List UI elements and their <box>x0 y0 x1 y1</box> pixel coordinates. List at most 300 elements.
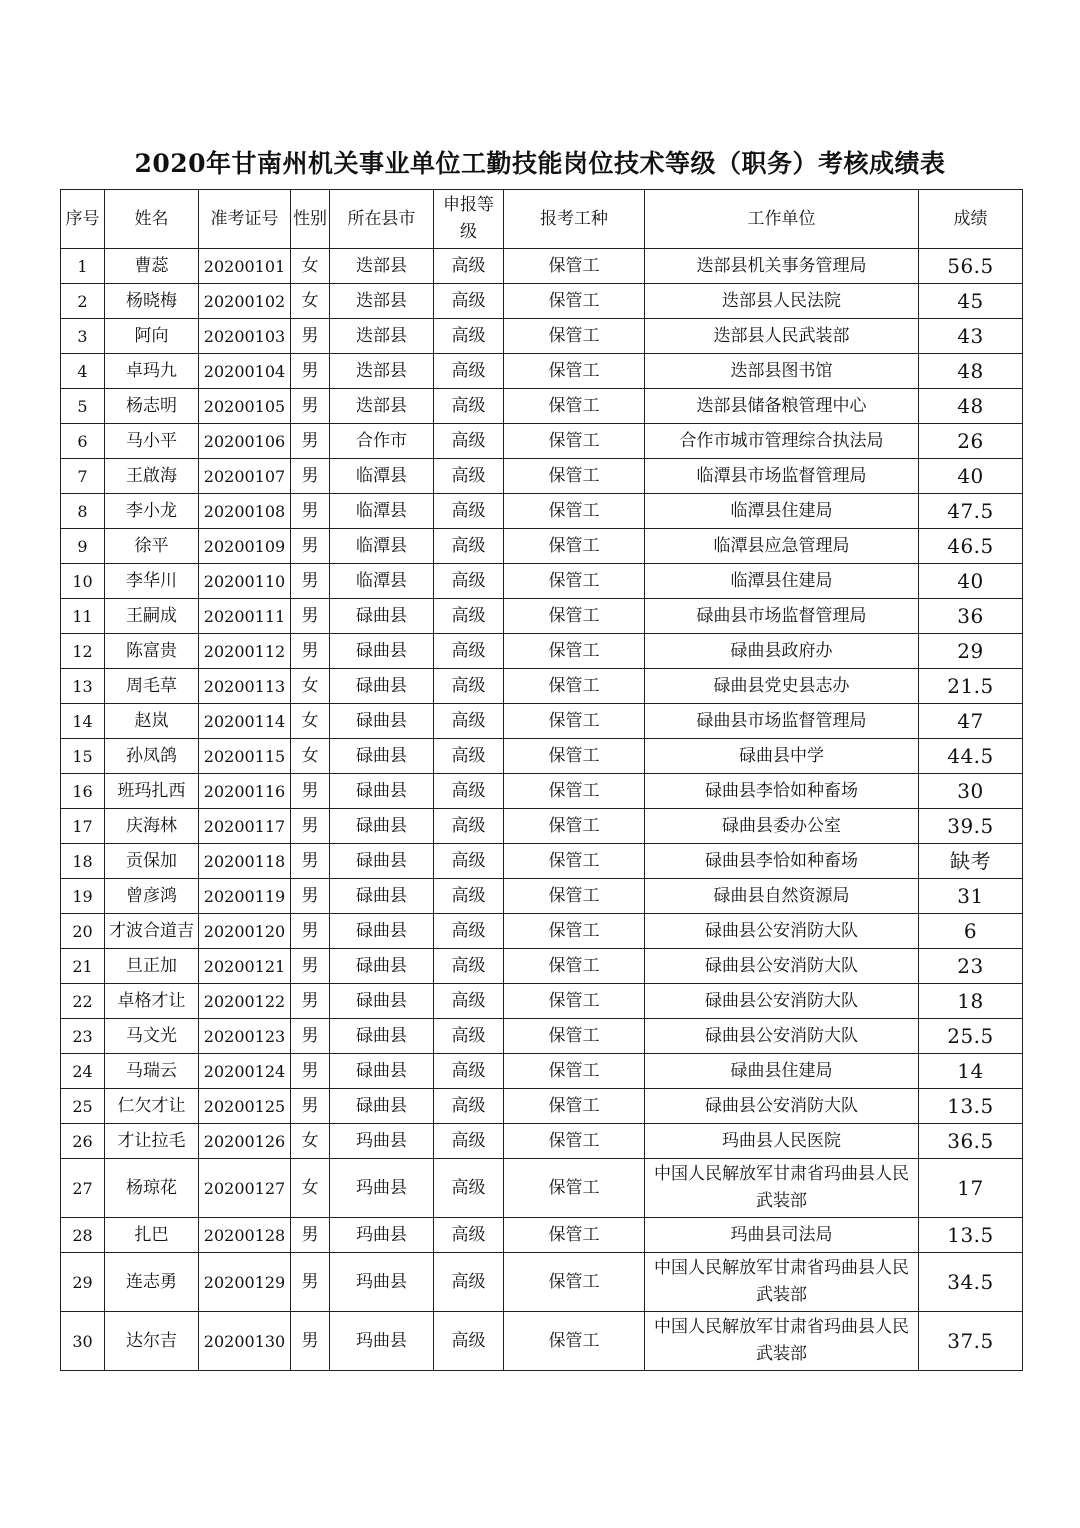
cell-gender: 男 <box>291 1312 330 1371</box>
cell-no: 7 <box>61 459 105 494</box>
cell-unit: 玛曲县人民医院 <box>645 1124 919 1159</box>
cell-exam-id: 20200101 <box>199 249 291 284</box>
cell-no: 12 <box>61 634 105 669</box>
cell-score: 45 <box>919 284 1023 319</box>
cell-job: 保管工 <box>504 564 645 599</box>
cell-unit: 碌曲县公安消防大队 <box>645 914 919 949</box>
cell-county: 碌曲县 <box>330 984 434 1019</box>
cell-job: 保管工 <box>504 1019 645 1054</box>
cell-unit: 临潭县住建局 <box>645 564 919 599</box>
table-row <box>61 879 1023 914</box>
table-row <box>61 424 1023 459</box>
cell-county: 碌曲县 <box>330 774 434 809</box>
table-row <box>61 284 1023 319</box>
table-row <box>61 319 1023 354</box>
cell-no: 25 <box>61 1089 105 1124</box>
cell-unit: 碌曲县公安消防大队 <box>645 1019 919 1054</box>
cell-job: 保管工 <box>504 1312 645 1371</box>
cell-level: 高级 <box>434 1218 504 1253</box>
cell-level: 高级 <box>434 879 504 914</box>
cell-unit: 中国人民解放军甘肃省玛曲县人民武装部 <box>645 1312 919 1371</box>
table-body <box>61 249 1023 1371</box>
cell-unit: 碌曲县李恰如种畜场 <box>645 774 919 809</box>
cell-name: 陈富贵 <box>105 634 199 669</box>
cell-score: 56.5 <box>919 249 1023 284</box>
cell-gender: 女 <box>291 704 330 739</box>
cell-gender: 男 <box>291 774 330 809</box>
cell-name: 卓格才让 <box>105 984 199 1019</box>
cell-level: 高级 <box>434 284 504 319</box>
cell-no: 21 <box>61 949 105 984</box>
cell-name: 徐平 <box>105 529 199 564</box>
cell-gender: 男 <box>291 1019 330 1054</box>
cell-score: 30 <box>919 774 1023 809</box>
cell-unit: 中国人民解放军甘肃省玛曲县人民武装部 <box>645 1159 919 1218</box>
cell-exam-id: 20200108 <box>199 494 291 529</box>
header-cell-name: 姓名 <box>105 190 199 249</box>
cell-no: 24 <box>61 1054 105 1089</box>
cell-name: 扎巴 <box>105 1218 199 1253</box>
cell-exam-id: 20200106 <box>199 424 291 459</box>
cell-gender: 男 <box>291 1054 330 1089</box>
cell-job: 保管工 <box>504 704 645 739</box>
table-row <box>61 494 1023 529</box>
cell-gender: 男 <box>291 949 330 984</box>
cell-no: 23 <box>61 1019 105 1054</box>
cell-name: 卓玛九 <box>105 354 199 389</box>
cell-county: 迭部县 <box>330 389 434 424</box>
cell-county: 碌曲县 <box>330 634 434 669</box>
cell-job: 保管工 <box>504 389 645 424</box>
cell-county: 玛曲县 <box>330 1159 434 1218</box>
cell-level: 高级 <box>434 354 504 389</box>
cell-unit: 碌曲县住建局 <box>645 1054 919 1089</box>
cell-score: 21.5 <box>919 669 1023 704</box>
cell-score: 48 <box>919 354 1023 389</box>
cell-unit: 临潭县住建局 <box>645 494 919 529</box>
cell-job: 保管工 <box>504 424 645 459</box>
cell-exam-id: 20200118 <box>199 844 291 879</box>
cell-score: 23 <box>919 949 1023 984</box>
cell-level: 高级 <box>434 424 504 459</box>
cell-exam-id: 20200117 <box>199 809 291 844</box>
cell-gender: 男 <box>291 424 330 459</box>
cell-score: 18 <box>919 984 1023 1019</box>
cell-county: 玛曲县 <box>330 1124 434 1159</box>
cell-name: 李小龙 <box>105 494 199 529</box>
table-row <box>61 1159 1023 1218</box>
cell-unit: 迭部县储备粮管理中心 <box>645 389 919 424</box>
table-row <box>61 669 1023 704</box>
cell-unit: 中国人民解放军甘肃省玛曲县人民武装部 <box>645 1253 919 1312</box>
cell-level: 高级 <box>434 319 504 354</box>
cell-unit: 碌曲县委办公室 <box>645 809 919 844</box>
header-cell-score: 成绩 <box>919 190 1023 249</box>
cell-level: 高级 <box>434 1124 504 1159</box>
cell-score: 40 <box>919 459 1023 494</box>
cell-unit: 碌曲县李恰如种畜场 <box>645 844 919 879</box>
cell-exam-id: 20200105 <box>199 389 291 424</box>
table-row <box>61 354 1023 389</box>
cell-score: 13.5 <box>919 1089 1023 1124</box>
cell-exam-id: 20200107 <box>199 459 291 494</box>
cell-exam-id: 20200109 <box>199 529 291 564</box>
cell-county: 临潭县 <box>330 459 434 494</box>
cell-exam-id: 20200112 <box>199 634 291 669</box>
cell-level: 高级 <box>434 774 504 809</box>
cell-exam-id: 20200114 <box>199 704 291 739</box>
cell-county: 碌曲县 <box>330 1054 434 1089</box>
cell-exam-id: 20200119 <box>199 879 291 914</box>
cell-no: 5 <box>61 389 105 424</box>
cell-name: 贡保加 <box>105 844 199 879</box>
cell-level: 高级 <box>434 949 504 984</box>
cell-county: 碌曲县 <box>330 1089 434 1124</box>
cell-county: 碌曲县 <box>330 914 434 949</box>
cell-no: 16 <box>61 774 105 809</box>
cell-no: 14 <box>61 704 105 739</box>
cell-gender: 女 <box>291 284 330 319</box>
header-cell-county: 所在县市 <box>330 190 434 249</box>
cell-score: 29 <box>919 634 1023 669</box>
cell-gender: 男 <box>291 1089 330 1124</box>
cell-no: 10 <box>61 564 105 599</box>
cell-county: 碌曲县 <box>330 599 434 634</box>
cell-score: 13.5 <box>919 1218 1023 1253</box>
cell-level: 高级 <box>434 599 504 634</box>
cell-level: 高级 <box>434 1054 504 1089</box>
cell-no: 9 <box>61 529 105 564</box>
table-row <box>61 389 1023 424</box>
cell-no: 22 <box>61 984 105 1019</box>
cell-exam-id: 20200127 <box>199 1159 291 1218</box>
table-row <box>61 809 1023 844</box>
cell-county: 碌曲县 <box>330 809 434 844</box>
cell-county: 迭部县 <box>330 249 434 284</box>
cell-unit: 碌曲县公安消防大队 <box>645 1089 919 1124</box>
cell-exam-id: 20200111 <box>199 599 291 634</box>
cell-gender: 女 <box>291 669 330 704</box>
cell-name: 曹蕊 <box>105 249 199 284</box>
cell-county: 碌曲县 <box>330 739 434 774</box>
cell-gender: 男 <box>291 844 330 879</box>
table-row <box>61 564 1023 599</box>
cell-level: 高级 <box>434 529 504 564</box>
cell-gender: 男 <box>291 319 330 354</box>
cell-name: 才波合道吉 <box>105 914 199 949</box>
header-cell-job: 报考工种 <box>504 190 645 249</box>
cell-level: 高级 <box>434 564 504 599</box>
cell-county: 碌曲县 <box>330 1019 434 1054</box>
header-cell-unit: 工作单位 <box>645 190 919 249</box>
cell-gender: 男 <box>291 564 330 599</box>
cell-name: 曾彦鸿 <box>105 879 199 914</box>
cell-no: 4 <box>61 354 105 389</box>
cell-gender: 男 <box>291 354 330 389</box>
cell-score: 26 <box>919 424 1023 459</box>
cell-unit: 碌曲县公安消防大队 <box>645 984 919 1019</box>
cell-exam-id: 20200123 <box>199 1019 291 1054</box>
cell-job: 保管工 <box>504 739 645 774</box>
table-row <box>61 1089 1023 1124</box>
cell-exam-id: 20200116 <box>199 774 291 809</box>
cell-name: 阿向 <box>105 319 199 354</box>
page-title: 2020年甘南州机关事业单位工勤技能岗位技术等级（职务）考核成绩表 <box>134 149 946 178</box>
cell-no: 26 <box>61 1124 105 1159</box>
table-row <box>61 949 1023 984</box>
cell-gender: 男 <box>291 494 330 529</box>
cell-score: 31 <box>919 879 1023 914</box>
table-row <box>61 1218 1023 1253</box>
cell-score: 36.5 <box>919 1124 1023 1159</box>
cell-level: 高级 <box>434 1089 504 1124</box>
cell-name: 马文光 <box>105 1019 199 1054</box>
cell-gender: 男 <box>291 984 330 1019</box>
cell-exam-id: 20200110 <box>199 564 291 599</box>
cell-score: 39.5 <box>919 809 1023 844</box>
cell-job: 保管工 <box>504 949 645 984</box>
cell-gender: 女 <box>291 1124 330 1159</box>
cell-job: 保管工 <box>504 879 645 914</box>
cell-unit: 临潭县市场监督管理局 <box>645 459 919 494</box>
cell-job: 保管工 <box>504 354 645 389</box>
cell-job: 保管工 <box>504 284 645 319</box>
table-row <box>61 1253 1023 1312</box>
cell-level: 高级 <box>434 914 504 949</box>
cell-no: 1 <box>61 249 105 284</box>
table-header-row <box>61 190 1023 249</box>
cell-score: 47 <box>919 704 1023 739</box>
cell-level: 高级 <box>434 1312 504 1371</box>
cell-job: 保管工 <box>504 494 645 529</box>
cell-exam-id: 20200113 <box>199 669 291 704</box>
cell-county: 临潭县 <box>330 564 434 599</box>
cell-unit: 碌曲县市场监督管理局 <box>645 704 919 739</box>
cell-county: 迭部县 <box>330 284 434 319</box>
cell-name: 孙凤鸽 <box>105 739 199 774</box>
table-row <box>61 1019 1023 1054</box>
cell-job: 保管工 <box>504 844 645 879</box>
cell-score: 46.5 <box>919 529 1023 564</box>
cell-score: 缺考 <box>919 844 1023 879</box>
cell-gender: 男 <box>291 809 330 844</box>
table-row <box>61 914 1023 949</box>
cell-no: 11 <box>61 599 105 634</box>
cell-score: 14 <box>919 1054 1023 1089</box>
table-row <box>61 459 1023 494</box>
cell-unit: 迭部县人民法院 <box>645 284 919 319</box>
cell-exam-id: 20200128 <box>199 1218 291 1253</box>
cell-no: 13 <box>61 669 105 704</box>
cell-job: 保管工 <box>504 1124 645 1159</box>
cell-county: 碌曲县 <box>330 704 434 739</box>
cell-county: 碌曲县 <box>330 669 434 704</box>
cell-gender: 男 <box>291 1218 330 1253</box>
score-table <box>60 189 1023 1371</box>
table-row <box>61 249 1023 284</box>
cell-name: 王啟海 <box>105 459 199 494</box>
cell-level: 高级 <box>434 1019 504 1054</box>
cell-level: 高级 <box>434 389 504 424</box>
cell-no: 8 <box>61 494 105 529</box>
cell-job: 保管工 <box>504 1054 645 1089</box>
cell-county: 玛曲县 <box>330 1312 434 1371</box>
table-row <box>61 704 1023 739</box>
table-row <box>61 529 1023 564</box>
cell-job: 保管工 <box>504 1253 645 1312</box>
cell-level: 高级 <box>434 809 504 844</box>
header-cell-level: 申报等级 <box>434 190 504 249</box>
cell-no: 3 <box>61 319 105 354</box>
cell-gender: 男 <box>291 634 330 669</box>
cell-job: 保管工 <box>504 809 645 844</box>
cell-unit: 玛曲县司法局 <box>645 1218 919 1253</box>
cell-name: 连志勇 <box>105 1253 199 1312</box>
cell-name: 马瑞云 <box>105 1054 199 1089</box>
table-row <box>61 1054 1023 1089</box>
cell-job: 保管工 <box>504 1159 645 1218</box>
cell-job: 保管工 <box>504 1089 645 1124</box>
cell-score: 40 <box>919 564 1023 599</box>
cell-county: 合作市 <box>330 424 434 459</box>
cell-level: 高级 <box>434 669 504 704</box>
cell-gender: 男 <box>291 459 330 494</box>
cell-gender: 女 <box>291 739 330 774</box>
table-row <box>61 599 1023 634</box>
cell-gender: 男 <box>291 529 330 564</box>
cell-name: 杨晓梅 <box>105 284 199 319</box>
cell-name: 李华川 <box>105 564 199 599</box>
cell-name: 庆海林 <box>105 809 199 844</box>
cell-unit: 合作市城市管理综合执法局 <box>645 424 919 459</box>
cell-score: 47.5 <box>919 494 1023 529</box>
cell-no: 15 <box>61 739 105 774</box>
header-cell-exam-id: 准考证号 <box>199 190 291 249</box>
cell-job: 保管工 <box>504 459 645 494</box>
table-row <box>61 739 1023 774</box>
cell-level: 高级 <box>434 704 504 739</box>
table-row <box>61 844 1023 879</box>
cell-no: 20 <box>61 914 105 949</box>
table-row <box>61 774 1023 809</box>
cell-gender: 女 <box>291 1159 330 1218</box>
cell-name: 才让拉毛 <box>105 1124 199 1159</box>
cell-exam-id: 20200104 <box>199 354 291 389</box>
cell-job: 保管工 <box>504 984 645 1019</box>
cell-level: 高级 <box>434 459 504 494</box>
cell-unit: 碌曲县自然资源局 <box>645 879 919 914</box>
cell-gender: 男 <box>291 1253 330 1312</box>
cell-level: 高级 <box>434 494 504 529</box>
cell-score: 34.5 <box>919 1253 1023 1312</box>
table-row <box>61 1124 1023 1159</box>
cell-unit: 迭部县人民武装部 <box>645 319 919 354</box>
cell-exam-id: 20200120 <box>199 914 291 949</box>
cell-gender: 男 <box>291 879 330 914</box>
cell-gender: 男 <box>291 389 330 424</box>
cell-county: 碌曲县 <box>330 949 434 984</box>
cell-no: 6 <box>61 424 105 459</box>
cell-job: 保管工 <box>504 634 645 669</box>
cell-county: 碌曲县 <box>330 879 434 914</box>
cell-no: 2 <box>61 284 105 319</box>
cell-unit: 碌曲县政府办 <box>645 634 919 669</box>
cell-job: 保管工 <box>504 319 645 354</box>
cell-exam-id: 20200102 <box>199 284 291 319</box>
cell-unit: 碌曲县党史县志办 <box>645 669 919 704</box>
cell-county: 碌曲县 <box>330 844 434 879</box>
cell-exam-id: 20200115 <box>199 739 291 774</box>
cell-name: 赵岚 <box>105 704 199 739</box>
cell-name: 旦正加 <box>105 949 199 984</box>
cell-level: 高级 <box>434 984 504 1019</box>
cell-job: 保管工 <box>504 914 645 949</box>
cell-exam-id: 20200125 <box>199 1089 291 1124</box>
cell-name: 王嗣成 <box>105 599 199 634</box>
cell-level: 高级 <box>434 1253 504 1312</box>
cell-name: 周毛草 <box>105 669 199 704</box>
cell-exam-id: 20200122 <box>199 984 291 1019</box>
cell-job: 保管工 <box>504 249 645 284</box>
header-cell-no: 序号 <box>61 190 105 249</box>
cell-unit: 碌曲县中学 <box>645 739 919 774</box>
cell-exam-id: 20200124 <box>199 1054 291 1089</box>
cell-job: 保管工 <box>504 774 645 809</box>
cell-no: 29 <box>61 1253 105 1312</box>
cell-level: 高级 <box>434 634 504 669</box>
cell-exam-id: 20200103 <box>199 319 291 354</box>
table-row <box>61 634 1023 669</box>
cell-county: 迭部县 <box>330 354 434 389</box>
cell-gender: 男 <box>291 914 330 949</box>
cell-exam-id: 20200129 <box>199 1253 291 1312</box>
cell-no: 19 <box>61 879 105 914</box>
cell-job: 保管工 <box>504 1218 645 1253</box>
cell-no: 27 <box>61 1159 105 1218</box>
cell-unit: 迭部县机关事务管理局 <box>645 249 919 284</box>
cell-score: 17 <box>919 1159 1023 1218</box>
cell-no: 17 <box>61 809 105 844</box>
cell-gender: 男 <box>291 599 330 634</box>
cell-unit: 碌曲县公安消防大队 <box>645 949 919 984</box>
cell-score: 43 <box>919 319 1023 354</box>
cell-county: 玛曲县 <box>330 1253 434 1312</box>
cell-job: 保管工 <box>504 529 645 564</box>
table-row <box>61 984 1023 1019</box>
cell-no: 18 <box>61 844 105 879</box>
cell-county: 迭部县 <box>330 319 434 354</box>
cell-county: 临潭县 <box>330 494 434 529</box>
cell-job: 保管工 <box>504 599 645 634</box>
cell-level: 高级 <box>434 739 504 774</box>
cell-name: 班玛扎西 <box>105 774 199 809</box>
cell-name: 马小平 <box>105 424 199 459</box>
cell-name: 杨琼花 <box>105 1159 199 1218</box>
header-cell-gender: 性别 <box>291 190 330 249</box>
cell-score: 37.5 <box>919 1312 1023 1371</box>
cell-no: 30 <box>61 1312 105 1371</box>
cell-gender: 女 <box>291 249 330 284</box>
cell-unit: 临潭县应急管理局 <box>645 529 919 564</box>
cell-no: 28 <box>61 1218 105 1253</box>
cell-score: 25.5 <box>919 1019 1023 1054</box>
cell-county: 玛曲县 <box>330 1218 434 1253</box>
cell-job: 保管工 <box>504 669 645 704</box>
cell-exam-id: 20200126 <box>199 1124 291 1159</box>
cell-name: 杨志明 <box>105 389 199 424</box>
table-row <box>61 1312 1023 1371</box>
cell-unit: 迭部县图书馆 <box>645 354 919 389</box>
